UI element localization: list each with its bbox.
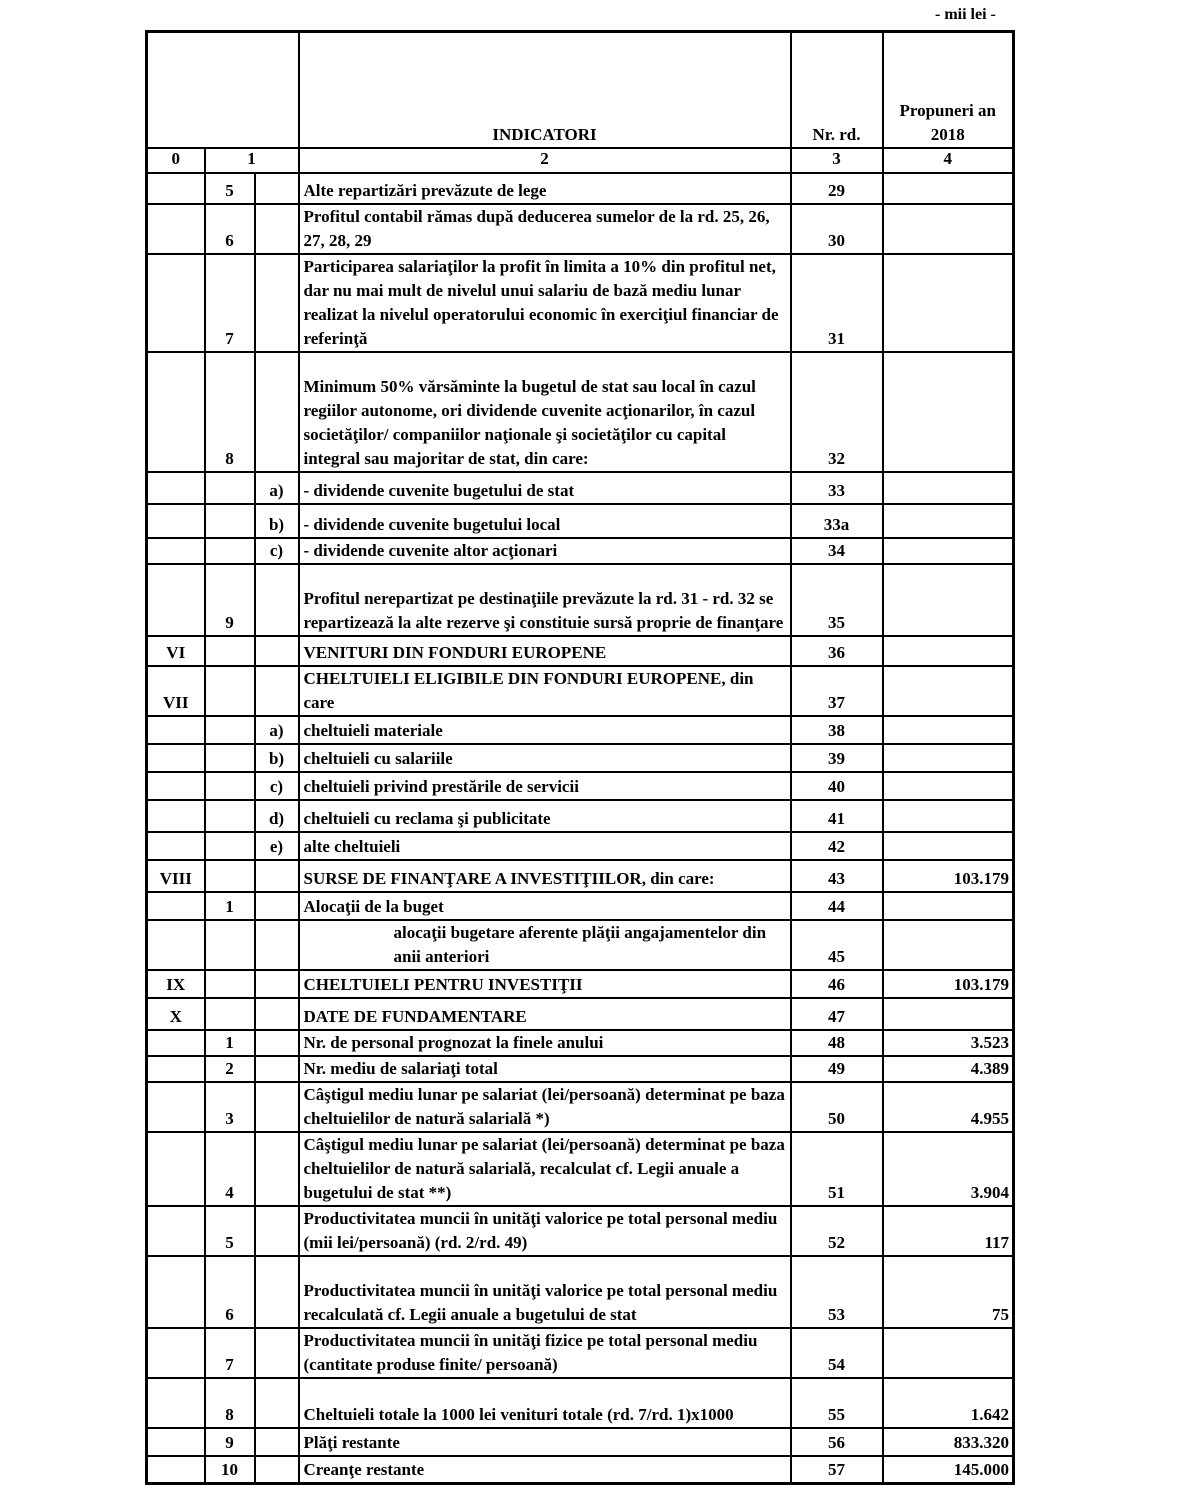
row-nr-rd: 45 xyxy=(791,920,883,970)
row-indicator: VENITURI DIN FONDURI EUROPENE xyxy=(299,636,791,666)
table-row xyxy=(147,892,1014,920)
row-letter: b) xyxy=(255,504,299,538)
row-value: 117 xyxy=(883,1206,1014,1256)
table-row xyxy=(147,772,1014,800)
row-indicator: alte cheltuieli xyxy=(299,832,791,860)
col-num-0: 0 xyxy=(147,148,205,173)
row-chapter xyxy=(147,800,205,832)
row-number: 6 xyxy=(205,204,255,254)
row-chapter xyxy=(147,1206,205,1256)
row-indicator: cheltuieli privind prestările de servicii xyxy=(299,772,791,800)
row-indicator: DATE DE FUNDAMENTARE xyxy=(299,998,791,1030)
row-chapter xyxy=(147,254,205,352)
row-number xyxy=(205,744,255,772)
row-chapter xyxy=(147,1456,205,1484)
table-row xyxy=(147,832,1014,860)
row-nr-rd: 57 xyxy=(791,1456,883,1484)
table-row xyxy=(147,998,1014,1030)
row-number xyxy=(205,920,255,970)
row-number: 7 xyxy=(205,254,255,352)
row-letter xyxy=(255,1428,299,1456)
row-chapter xyxy=(147,892,205,920)
row-chapter xyxy=(147,920,205,970)
table-row xyxy=(147,1256,1014,1328)
table-row xyxy=(147,1030,1014,1056)
row-letter xyxy=(255,860,299,892)
header-indicatori: INDICATORI xyxy=(299,32,791,148)
row-letter: c) xyxy=(255,772,299,800)
row-indicator: Participarea salariaţilor la profit în limita a 10% din profitul net, dar nu mai mult de nivelul unui salariu de bază mediu lunar realizat la nivelul operatorului economic în exerciţiul financiar de referinţă xyxy=(299,254,791,352)
row-letter xyxy=(255,1328,299,1378)
row-nr-rd: 32 xyxy=(791,352,883,472)
table-row xyxy=(147,666,1014,716)
row-nr-rd: 37 xyxy=(791,666,883,716)
row-value xyxy=(883,1328,1014,1378)
row-letter xyxy=(255,1456,299,1484)
row-letter: a) xyxy=(255,716,299,744)
row-chapter xyxy=(147,1256,205,1328)
row-indicator: - dividende cuvenite altor acţionari xyxy=(299,538,791,564)
row-nr-rd: 56 xyxy=(791,1428,883,1456)
row-indicator: Cheltuieli totale la 1000 lei venituri totale (rd. 7/rd. 1)x1000 xyxy=(299,1378,791,1428)
row-chapter: VII xyxy=(147,666,205,716)
row-number: 8 xyxy=(205,352,255,472)
row-letter xyxy=(255,564,299,636)
row-value: 145.000 xyxy=(883,1456,1014,1484)
row-indicator: Productivitatea muncii în unităţi valorice pe total personal mediu recalculată cf. Legii anuale a bugetului de stat xyxy=(299,1256,791,1328)
row-letter: d) xyxy=(255,800,299,832)
row-letter xyxy=(255,920,299,970)
row-nr-rd: 50 xyxy=(791,1082,883,1132)
row-chapter xyxy=(147,832,205,860)
row-chapter xyxy=(147,352,205,472)
row-nr-rd: 41 xyxy=(791,800,883,832)
header-row xyxy=(147,32,1014,148)
row-value xyxy=(883,564,1014,636)
row-value xyxy=(883,173,1014,204)
row-chapter xyxy=(147,1030,205,1056)
row-indicator: Productivitatea muncii în unităţi valorice pe total personal mediu (mii lei/persoană) (rd. 2/rd. 49) xyxy=(299,1206,791,1256)
row-number xyxy=(205,636,255,666)
row-value: 4.389 xyxy=(883,1056,1014,1082)
row-chapter: IX xyxy=(147,970,205,998)
row-letter xyxy=(255,636,299,666)
row-letter xyxy=(255,1056,299,1082)
row-number: 3 xyxy=(205,1082,255,1132)
col-num-2: 2 xyxy=(299,148,791,173)
row-indicator: cheltuieli cu reclama şi publicitate xyxy=(299,800,791,832)
row-indicator: Nr. mediu de salariaţi total xyxy=(299,1056,791,1082)
row-number: 7 xyxy=(205,1328,255,1378)
row-value: 3.904 xyxy=(883,1132,1014,1206)
row-value: 3.523 xyxy=(883,1030,1014,1056)
table-row xyxy=(147,1132,1014,1206)
row-letter xyxy=(255,173,299,204)
table-row xyxy=(147,504,1014,538)
row-letter xyxy=(255,1082,299,1132)
row-number: 1 xyxy=(205,892,255,920)
row-value xyxy=(883,832,1014,860)
row-value xyxy=(883,920,1014,970)
table-row xyxy=(147,636,1014,666)
row-value: 103.179 xyxy=(883,970,1014,998)
row-number xyxy=(205,472,255,504)
row-number xyxy=(205,538,255,564)
row-chapter xyxy=(147,772,205,800)
table-row xyxy=(147,204,1014,254)
row-letter: b) xyxy=(255,744,299,772)
row-nr-rd: 33 xyxy=(791,472,883,504)
row-indicator: Productivitatea muncii în unităţi fizice pe total personal mediu (cantitate produse finite/ persoană) xyxy=(299,1328,791,1378)
row-nr-rd: 51 xyxy=(791,1132,883,1206)
row-indicator: Câştigul mediu lunar pe salariat (lei/persoană) determinat pe baza cheltuielilor de natură salarială, recalculat cf. Legii anuale a bugetului de stat **) xyxy=(299,1132,791,1206)
row-value xyxy=(883,800,1014,832)
row-chapter xyxy=(147,564,205,636)
row-chapter: X xyxy=(147,998,205,1030)
row-indicator: Profitul contabil rămas după deducerea sumelor de la rd. 25, 26, 27, 28, 29 xyxy=(299,204,791,254)
table-row xyxy=(147,1082,1014,1132)
row-indicator: - dividende cuvenite bugetului local xyxy=(299,504,791,538)
row-value xyxy=(883,998,1014,1030)
row-value xyxy=(883,504,1014,538)
row-value xyxy=(883,472,1014,504)
row-value xyxy=(883,716,1014,744)
row-number xyxy=(205,970,255,998)
row-nr-rd: 30 xyxy=(791,204,883,254)
row-indicator: Plăţi restante xyxy=(299,1428,791,1456)
row-chapter xyxy=(147,504,205,538)
table-row xyxy=(147,920,1014,970)
row-value xyxy=(883,352,1014,472)
row-indicator: cheltuieli cu salariile xyxy=(299,744,791,772)
row-indicator: SURSE DE FINANŢARE A INVESTIŢIILOR, din care: xyxy=(299,860,791,892)
table-row xyxy=(147,1456,1014,1484)
row-chapter xyxy=(147,716,205,744)
table-row xyxy=(147,352,1014,472)
row-nr-rd: 36 xyxy=(791,636,883,666)
table-row xyxy=(147,173,1014,204)
row-chapter xyxy=(147,1328,205,1378)
row-value xyxy=(883,892,1014,920)
row-number xyxy=(205,772,255,800)
row-number: 10 xyxy=(205,1456,255,1484)
row-nr-rd: 48 xyxy=(791,1030,883,1056)
row-number: 6 xyxy=(205,1256,255,1328)
table-row xyxy=(147,254,1014,352)
row-nr-rd: 49 xyxy=(791,1056,883,1082)
row-letter xyxy=(255,666,299,716)
header-blank xyxy=(147,32,299,148)
row-letter: e) xyxy=(255,832,299,860)
col-num-1: 1 xyxy=(205,148,299,173)
unit-label: - mii lei - xyxy=(935,6,996,23)
row-value: 4.955 xyxy=(883,1082,1014,1132)
row-indicator: CHELTUIELI PENTRU INVESTIŢII xyxy=(299,970,791,998)
row-chapter xyxy=(147,173,205,204)
row-letter xyxy=(255,1030,299,1056)
row-letter xyxy=(255,892,299,920)
row-nr-rd: 47 xyxy=(791,998,883,1030)
table-row xyxy=(147,860,1014,892)
row-number: 1 xyxy=(205,1030,255,1056)
row-value xyxy=(883,538,1014,564)
row-chapter xyxy=(147,1132,205,1206)
row-chapter: VI xyxy=(147,636,205,666)
row-value: 103.179 xyxy=(883,860,1014,892)
row-nr-rd: 44 xyxy=(791,892,883,920)
table-row xyxy=(147,970,1014,998)
row-number xyxy=(205,504,255,538)
header-propuneri: Propuneri an 2018 xyxy=(883,32,1014,148)
row-value xyxy=(883,254,1014,352)
row-chapter xyxy=(147,1082,205,1132)
row-nr-rd: 55 xyxy=(791,1378,883,1428)
row-indicator: Minimum 50% vărsăminte la bugetul de stat sau local în cazul regiilor autonome, ori dividende cuvenite acţionarilor, în cazul societăţilor/ companiilor naţionale şi societăţilor cu capital integral sau majoritar de stat, din care: xyxy=(299,352,791,472)
row-value xyxy=(883,636,1014,666)
row-nr-rd: 35 xyxy=(791,564,883,636)
table-row xyxy=(147,1328,1014,1378)
row-number: 5 xyxy=(205,173,255,204)
row-indicator: alocaţii bugetare aferente plăţii angajamentelor din anii anteriori xyxy=(299,920,791,970)
row-indicator: Profitul nerepartizat pe destinaţiile prevăzute la rd. 31 - rd. 32 se repartizează la alte rezerve şi constituie sursă proprie de finanţare xyxy=(299,564,791,636)
row-letter xyxy=(255,998,299,1030)
row-nr-rd: 54 xyxy=(791,1328,883,1378)
row-letter xyxy=(255,1256,299,1328)
row-number xyxy=(205,800,255,832)
row-indicator: Creanţe restante xyxy=(299,1456,791,1484)
row-nr-rd: 39 xyxy=(791,744,883,772)
row-number: 9 xyxy=(205,1428,255,1456)
row-chapter xyxy=(147,744,205,772)
row-nr-rd: 43 xyxy=(791,860,883,892)
row-indicator: - dividende cuvenite bugetului de stat xyxy=(299,472,791,504)
table-row xyxy=(147,744,1014,772)
indicators-table xyxy=(145,30,1015,1485)
row-chapter xyxy=(147,1428,205,1456)
col-num-4: 4 xyxy=(883,148,1014,173)
row-number: 9 xyxy=(205,564,255,636)
row-chapter xyxy=(147,1378,205,1428)
table-row xyxy=(147,1206,1014,1256)
row-letter xyxy=(255,970,299,998)
row-indicator: Alocaţii de la buget xyxy=(299,892,791,920)
row-indicator: CHELTUIELI ELIGIBILE DIN FONDURI EUROPENE, din care xyxy=(299,666,791,716)
row-nr-rd: 33a xyxy=(791,504,883,538)
table-row xyxy=(147,538,1014,564)
row-chapter xyxy=(147,538,205,564)
row-letter xyxy=(255,254,299,352)
table-row xyxy=(147,800,1014,832)
row-chapter xyxy=(147,204,205,254)
row-value: 75 xyxy=(883,1256,1014,1328)
row-number xyxy=(205,666,255,716)
row-nr-rd: 42 xyxy=(791,832,883,860)
col-num-3: 3 xyxy=(791,148,883,173)
row-indicator: Nr. de personal prognozat la finele anului xyxy=(299,1030,791,1056)
row-number: 4 xyxy=(205,1132,255,1206)
row-nr-rd: 52 xyxy=(791,1206,883,1256)
row-nr-rd: 31 xyxy=(791,254,883,352)
row-nr-rd: 29 xyxy=(791,173,883,204)
column-number-row xyxy=(147,148,1014,173)
row-chapter xyxy=(147,1056,205,1082)
row-value: 833.320 xyxy=(883,1428,1014,1456)
row-indicator: Alte repartizări prevăzute de lege xyxy=(299,173,791,204)
row-letter xyxy=(255,1132,299,1206)
row-value xyxy=(883,744,1014,772)
row-number: 8 xyxy=(205,1378,255,1428)
row-letter: c) xyxy=(255,538,299,564)
row-number xyxy=(205,716,255,744)
row-indicator: Câştigul mediu lunar pe salariat (lei/persoană) determinat pe baza cheltuielilor de natură salarială *) xyxy=(299,1082,791,1132)
row-letter xyxy=(255,204,299,254)
row-nr-rd: 40 xyxy=(791,772,883,800)
row-chapter xyxy=(147,472,205,504)
row-number xyxy=(205,860,255,892)
row-letter xyxy=(255,1206,299,1256)
row-nr-rd: 53 xyxy=(791,1256,883,1328)
table-row xyxy=(147,1378,1014,1428)
table-row xyxy=(147,1056,1014,1082)
row-nr-rd: 34 xyxy=(791,538,883,564)
row-number xyxy=(205,998,255,1030)
row-number: 5 xyxy=(205,1206,255,1256)
row-value xyxy=(883,772,1014,800)
row-letter: a) xyxy=(255,472,299,504)
table-row xyxy=(147,716,1014,744)
header-nr-rd: Nr. rd. xyxy=(791,32,883,148)
row-value: 1.642 xyxy=(883,1378,1014,1428)
row-indicator: cheltuieli materiale xyxy=(299,716,791,744)
row-number: 2 xyxy=(205,1056,255,1082)
row-value xyxy=(883,204,1014,254)
table-row xyxy=(147,1428,1014,1456)
row-number xyxy=(205,832,255,860)
row-value xyxy=(883,666,1014,716)
row-letter xyxy=(255,352,299,472)
row-nr-rd: 38 xyxy=(791,716,883,744)
row-nr-rd: 46 xyxy=(791,970,883,998)
row-letter xyxy=(255,1378,299,1428)
row-chapter: VIII xyxy=(147,860,205,892)
table-row xyxy=(147,564,1014,636)
table-row xyxy=(147,472,1014,504)
